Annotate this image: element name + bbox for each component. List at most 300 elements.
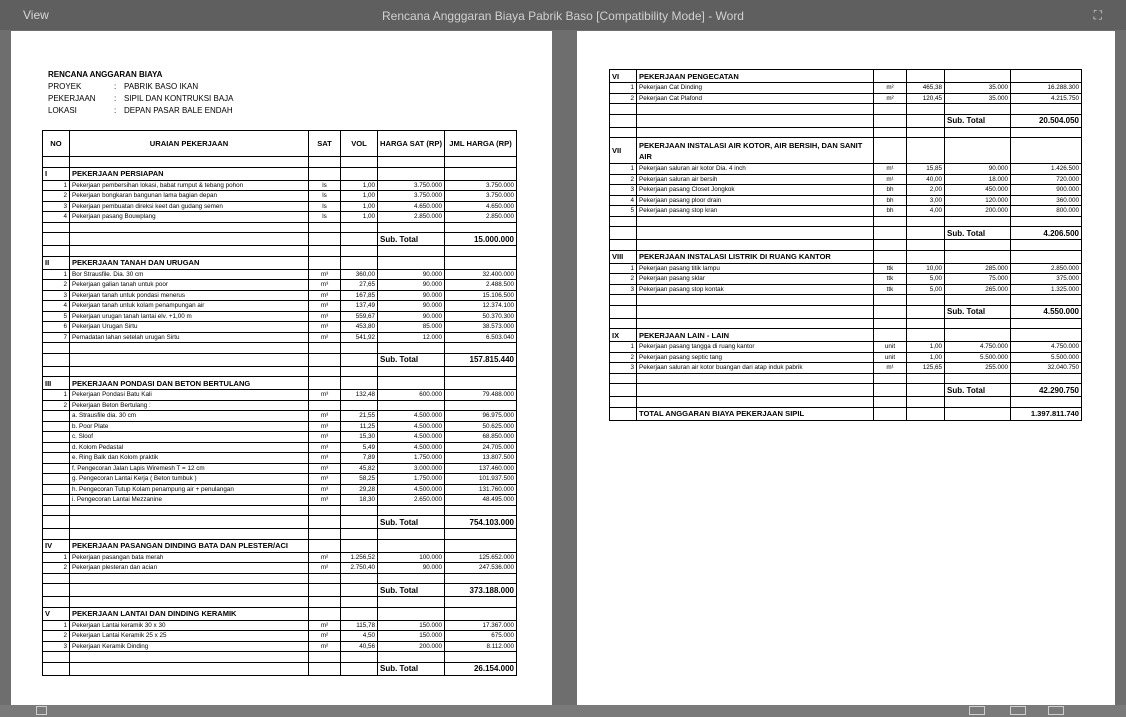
item-unit-price: 100.000 (378, 552, 445, 563)
item-description: b. Poor Plate (70, 421, 309, 432)
item-unit-price: 5.500.000 (945, 352, 1011, 363)
subtotal-row (43, 353, 517, 366)
table-row (43, 463, 517, 474)
item-unit-price: 90.000 (378, 301, 445, 312)
empty-cell (341, 366, 378, 377)
item-unit: m³ (309, 280, 341, 291)
empty-cell (445, 607, 517, 620)
empty-cell (70, 505, 309, 516)
web-layout-icon[interactable] (1048, 706, 1064, 715)
empty-cell (637, 373, 874, 384)
empty-cell (309, 366, 341, 377)
item-number: 1 (43, 180, 70, 191)
item-number: 5 (610, 206, 637, 217)
item-volume: 1,00 (341, 201, 378, 212)
item-unit: m² (309, 620, 341, 631)
item-number: 2 (610, 174, 637, 185)
empty-cell (309, 505, 341, 516)
item-number: 1 (43, 390, 70, 401)
document-page-1 (11, 31, 552, 705)
title-bar (0, 0, 1126, 30)
empty-cell (610, 373, 637, 384)
empty-cell (445, 343, 517, 354)
item-volume: 58,25 (341, 474, 378, 485)
table-row (610, 93, 1082, 104)
item-unit: m³ (309, 301, 341, 312)
empty-cell (445, 157, 517, 168)
empty-cell (907, 240, 945, 251)
empty-cell (610, 104, 637, 115)
empty-cell (445, 222, 517, 233)
item-unit: m³ (309, 442, 341, 453)
empty-cell (43, 246, 70, 257)
empty-cell (907, 373, 945, 384)
item-total: 247.536.000 (445, 563, 517, 574)
item-unit-price: 3.000.000 (378, 463, 445, 474)
empty-cell (70, 652, 309, 663)
empty-row (610, 104, 1082, 115)
empty-cell (378, 222, 445, 233)
empty-cell (309, 516, 341, 529)
item-unit-price: 120.000 (945, 195, 1011, 206)
empty-cell (637, 227, 874, 240)
item-number: 2 (43, 400, 70, 411)
empty-cell (1011, 70, 1082, 83)
item-total: 675.000 (445, 631, 517, 642)
section-header-row (610, 70, 1082, 83)
item-unit: m³ (309, 453, 341, 464)
section-title: PEKERJAAN LAIN - LAIN (637, 329, 874, 342)
empty-cell (945, 318, 1011, 329)
item-total: 13.807.500 (445, 453, 517, 464)
item-unit: ttk (874, 284, 907, 295)
empty-cell (70, 343, 309, 354)
item-description: c. Sloof (70, 432, 309, 443)
item-unit: bh (874, 185, 907, 196)
item-total (445, 400, 517, 411)
section-number: VIII (610, 250, 637, 263)
item-volume: 5,00 (907, 284, 945, 295)
empty-cell (907, 384, 945, 397)
subtotal-row (610, 384, 1082, 397)
empty-cell (637, 295, 874, 306)
item-total: 4.650.000 (445, 201, 517, 212)
item-volume: 120,45 (907, 93, 945, 104)
item-unit-price: 90.000 (945, 164, 1011, 175)
item-number: 4 (43, 212, 70, 223)
table-row (43, 322, 517, 333)
empty-cell (43, 573, 70, 584)
empty-cell (610, 318, 637, 329)
item-description: Pekerjaan pembersihan lokasi, babat rumput & tebang pohon (70, 180, 309, 191)
empty-cell (874, 373, 907, 384)
item-volume: 137,49 (341, 301, 378, 312)
item-volume: 453,80 (341, 322, 378, 333)
empty-cell (1011, 104, 1082, 115)
section-title: PEKERJAAN PERSIAPAN (70, 167, 309, 180)
empty-cell (445, 529, 517, 540)
section-title: PEKERJAAN PONDASI DAN BETON BERTULANG (70, 377, 309, 390)
item-unit-price: 85.000 (378, 322, 445, 333)
item-description: Pekerjaan urugan tanah lantai elv. +1,00 m (70, 311, 309, 322)
subtotal-value: 373.188.000 (445, 584, 517, 597)
empty-cell (43, 157, 70, 168)
item-total: 6.503.040 (445, 332, 517, 343)
description-header: URAIAN PEKERJAAN (70, 131, 309, 157)
empty-row (610, 397, 1082, 408)
table-row (43, 631, 517, 642)
item-unit-price: 600.000 (378, 390, 445, 401)
empty-row (43, 366, 517, 377)
table-row (43, 191, 517, 202)
item-number (43, 463, 70, 474)
table-row (610, 195, 1082, 206)
empty-cell (309, 353, 341, 366)
item-total: 3.750.000 (445, 180, 517, 191)
empty-cell (43, 505, 70, 516)
subtotal-label: Sub. Total (378, 233, 445, 246)
item-total: 32.040.750 (1011, 363, 1082, 374)
empty-cell (309, 662, 341, 675)
section-number: IV (43, 539, 70, 552)
item-total: 79.488.000 (445, 390, 517, 401)
table-row (43, 552, 517, 563)
item-volume: 7,89 (341, 453, 378, 464)
item-total: 720.000 (1011, 174, 1082, 185)
empty-row (610, 240, 1082, 251)
item-total: 2.850.000 (445, 212, 517, 223)
item-total: 32.400.000 (445, 269, 517, 280)
empty-cell (945, 397, 1011, 408)
item-description: Pekerjaan pasang stop kran (637, 206, 874, 217)
subtotal-label: Sub. Total (378, 662, 445, 675)
item-volume: 1.256,52 (341, 552, 378, 563)
item-unit: m³ (309, 421, 341, 432)
table-row (43, 212, 517, 223)
item-unit-price: 265.000 (945, 284, 1011, 295)
subtotal-value: 20.504.050 (1011, 114, 1082, 127)
empty-cell (70, 157, 309, 168)
table-row (610, 274, 1082, 285)
item-volume: 40,00 (907, 174, 945, 185)
document-page-2 (577, 31, 1115, 705)
empty-cell (445, 539, 517, 552)
item-unit: m³ (309, 311, 341, 322)
item-total: 4.750.000 (1011, 342, 1082, 353)
empty-cell (341, 256, 378, 269)
item-unit: m³ (309, 495, 341, 506)
proofing-icon[interactable] (36, 706, 47, 715)
subtotal-label: Sub. Total (945, 114, 1011, 127)
empty-cell (610, 216, 637, 227)
item-unit-price: 4.500.000 (378, 432, 445, 443)
item-unit-price: 4.500.000 (378, 484, 445, 495)
subtotal-value: 15.000.000 (445, 233, 517, 246)
item-number: 1 (610, 342, 637, 353)
empty-cell (43, 662, 70, 675)
item-total: 50.370.300 (445, 311, 517, 322)
empty-cell (874, 138, 907, 164)
item-unit: ttk (874, 274, 907, 285)
empty-cell (610, 407, 637, 420)
item-number: 4 (610, 195, 637, 206)
empty-cell (945, 104, 1011, 115)
empty-cell (341, 222, 378, 233)
item-unit: m³ (309, 432, 341, 443)
empty-cell (445, 366, 517, 377)
item-description: Pekerjaan pasang ploor drain (637, 195, 874, 206)
empty-cell (445, 377, 517, 390)
empty-cell (445, 573, 517, 584)
table-row (610, 206, 1082, 217)
subtotal-row (610, 227, 1082, 240)
item-number: 1 (610, 263, 637, 274)
item-number: 1 (43, 620, 70, 631)
section-header-row (43, 539, 517, 552)
empty-cell (874, 216, 907, 227)
empty-cell (945, 329, 1011, 342)
empty-cell (341, 505, 378, 516)
item-number: 3 (43, 290, 70, 301)
item-total: 3.750.000 (445, 191, 517, 202)
section-header-row (610, 250, 1082, 263)
empty-cell (907, 250, 945, 263)
item-unit: m³ (309, 411, 341, 422)
item-number (43, 453, 70, 464)
empty-cell (70, 516, 309, 529)
item-number: 2 (610, 274, 637, 285)
empty-cell (874, 397, 907, 408)
table-row (43, 180, 517, 191)
empty-cell (907, 227, 945, 240)
item-unit-price: 150.000 (378, 631, 445, 642)
empty-cell (1011, 240, 1082, 251)
item-unit-price: 4.650.000 (378, 201, 445, 212)
item-number: 3 (43, 641, 70, 652)
item-number (43, 432, 70, 443)
item-unit-price: 4.500.000 (378, 421, 445, 432)
empty-cell (341, 157, 378, 168)
empty-cell (945, 70, 1011, 83)
item-volume: 15,85 (907, 164, 945, 175)
item-volume: 559,67 (341, 311, 378, 322)
item-unit-price: 4.500.000 (378, 442, 445, 453)
item-total: 38.573.000 (445, 322, 517, 333)
empty-cell (70, 597, 309, 608)
empty-row (43, 157, 517, 168)
subtotal-row (610, 114, 1082, 127)
subtotal-value: 4.550.000 (1011, 305, 1082, 318)
empty-cell (907, 127, 945, 138)
empty-cell (309, 539, 341, 552)
empty-cell (309, 167, 341, 180)
empty-cell (907, 216, 945, 227)
empty-cell (43, 366, 70, 377)
item-number (43, 421, 70, 432)
item-unit: m¹ (874, 164, 907, 175)
section-title: PEKERJAAN PASANGAN DINDING BATA DAN PLESTER/ACI (70, 539, 309, 552)
item-volume: 18,30 (341, 495, 378, 506)
info-row: LOKASI : DEPAN PASAR BALE ENDAH (48, 106, 233, 115)
item-description: h. Pengecoran Tutup Kolam penampung air + penulangan (70, 484, 309, 495)
item-unit: ls (309, 180, 341, 191)
item-volume: 10,00 (907, 263, 945, 274)
empty-cell (341, 167, 378, 180)
item-total: 1.426.500 (1011, 164, 1082, 175)
subtotal-value: 754.103.000 (445, 516, 517, 529)
item-volume: 1,00 (907, 342, 945, 353)
empty-cell (378, 652, 445, 663)
item-unit-price: 75.000 (945, 274, 1011, 285)
empty-cell (378, 539, 445, 552)
item-description: Pekerjaan galian tanah untuk poor (70, 280, 309, 291)
empty-cell (43, 222, 70, 233)
table-row (43, 474, 517, 485)
item-total: 375.000 (1011, 274, 1082, 285)
empty-cell (378, 529, 445, 540)
table-row (43, 400, 517, 411)
item-total: 131.760.000 (445, 484, 517, 495)
item-unit-price: 150.000 (378, 620, 445, 631)
table-row (43, 641, 517, 652)
empty-cell (309, 584, 341, 597)
item-unit-price (378, 400, 445, 411)
item-unit-price: 2.650.000 (378, 495, 445, 506)
budget-table-page-1 (42, 130, 517, 676)
total-price-header: JML HARGA (RP) (445, 131, 517, 157)
empty-cell (874, 384, 907, 397)
empty-cell (309, 573, 341, 584)
view-menu[interactable]: View (23, 8, 49, 22)
item-volume: 132,48 (341, 390, 378, 401)
item-volume: 4,00 (907, 206, 945, 217)
item-total: 68.850.000 (445, 432, 517, 443)
empty-cell (309, 157, 341, 168)
item-unit: bh (874, 195, 907, 206)
empty-cell (874, 227, 907, 240)
table-row (43, 432, 517, 443)
item-volume: 5,00 (907, 274, 945, 285)
fullscreen-icon[interactable]: ⛶ (1093, 8, 1102, 22)
empty-cell (874, 305, 907, 318)
item-volume: 29,28 (341, 484, 378, 495)
empty-cell (874, 250, 907, 263)
item-description: Pekerjaan pasang septic tang (637, 352, 874, 363)
empty-cell (907, 70, 945, 83)
empty-cell (610, 240, 637, 251)
empty-cell (341, 652, 378, 663)
read-mode-icon[interactable] (969, 706, 985, 715)
grand-total-value: 1.397.811.740 (1011, 407, 1082, 420)
table-row (43, 563, 517, 574)
empty-cell (309, 256, 341, 269)
empty-cell (610, 114, 637, 127)
empty-cell (341, 573, 378, 584)
section-title: PEKERJAAN INSTALASI AIR KOTOR, AIR BERSIH, DAN SANIT AIR (637, 138, 874, 164)
item-description: Pemadatan lahan setelah urugan Sirtu (70, 332, 309, 343)
item-number: 3 (610, 185, 637, 196)
item-unit-price: 1.750.000 (378, 453, 445, 464)
empty-cell (610, 127, 637, 138)
table-row (43, 453, 517, 464)
empty-cell (378, 246, 445, 257)
empty-cell (309, 377, 341, 390)
print-layout-icon[interactable] (1010, 706, 1026, 715)
item-description: Pekerjaan Urugan Sirtu (70, 322, 309, 333)
empty-cell (445, 246, 517, 257)
table-row (610, 164, 1082, 175)
table-row (43, 311, 517, 322)
empty-cell (1011, 397, 1082, 408)
empty-cell (43, 353, 70, 366)
table-row (43, 411, 517, 422)
item-number (43, 411, 70, 422)
section-header-row (43, 377, 517, 390)
empty-cell (309, 597, 341, 608)
empty-cell (945, 216, 1011, 227)
budget-table-page-2 (609, 69, 1082, 421)
empty-cell (907, 318, 945, 329)
empty-cell (341, 607, 378, 620)
item-unit: m³ (309, 269, 341, 280)
item-volume: 2.750,40 (341, 563, 378, 574)
item-unit-price: 90.000 (378, 290, 445, 301)
document-header (48, 69, 234, 117)
item-total: 2.488.500 (445, 280, 517, 291)
item-unit: m² (309, 332, 341, 343)
item-volume: 125,65 (907, 363, 945, 374)
empty-cell (445, 505, 517, 516)
table-row (43, 290, 517, 301)
item-description: Pekerjaan saluran air kotor buangan dari atap induk pabrik (637, 363, 874, 374)
empty-cell (445, 167, 517, 180)
item-total: 48.495.000 (445, 495, 517, 506)
empty-row (43, 597, 517, 608)
empty-cell (378, 157, 445, 168)
item-description: g. Pengecoran Lantai Kerja ( Beton tumbuk ) (70, 474, 309, 485)
section-number: IX (610, 329, 637, 342)
item-unit: m³ (309, 290, 341, 301)
empty-cell (445, 256, 517, 269)
table-row (43, 201, 517, 212)
empty-cell (341, 377, 378, 390)
item-description: i. Pengecoran Lantai Mezzanine (70, 495, 309, 506)
item-description: Pekerjaan Lantai keramik 30 x 30 (70, 620, 309, 631)
empty-cell (378, 607, 445, 620)
empty-cell (341, 597, 378, 608)
empty-cell (70, 662, 309, 675)
empty-cell (610, 227, 637, 240)
empty-cell (309, 607, 341, 620)
item-total: 5.500.000 (1011, 352, 1082, 363)
table-row (610, 174, 1082, 185)
empty-cell (874, 295, 907, 306)
item-unit: m¹ (874, 363, 907, 374)
item-description: Pekerjaan Lantai Keramik 25 x 25 (70, 631, 309, 642)
item-unit-price: 4.750.000 (945, 342, 1011, 353)
item-unit: ls (309, 201, 341, 212)
item-volume: 115,78 (341, 620, 378, 631)
empty-cell (907, 138, 945, 164)
item-number: 7 (43, 332, 70, 343)
table-row (43, 390, 517, 401)
table-row (610, 284, 1082, 295)
empty-row (43, 652, 517, 663)
empty-cell (70, 222, 309, 233)
empty-cell (1011, 329, 1082, 342)
empty-cell (1011, 250, 1082, 263)
item-unit: m² (874, 83, 907, 94)
